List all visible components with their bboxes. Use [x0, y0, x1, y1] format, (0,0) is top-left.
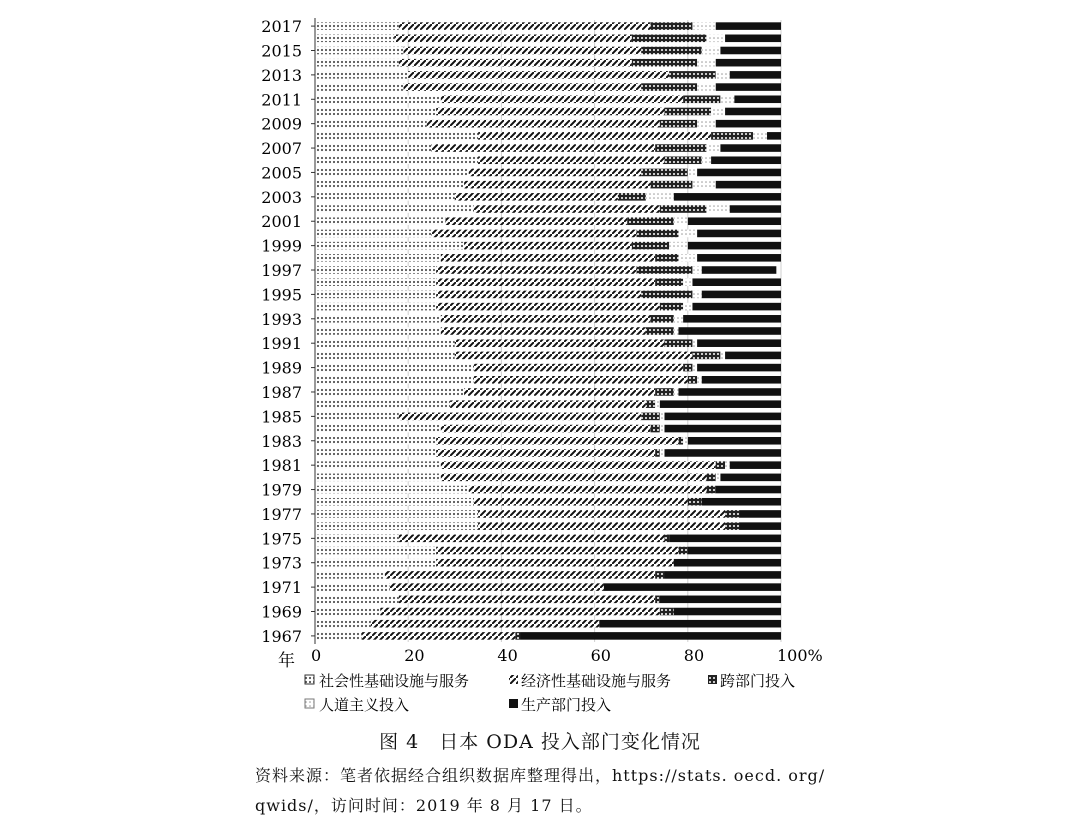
bar-segment-2008-solid — [767, 132, 781, 140]
bar-segment-1973-dots — [315, 559, 436, 567]
bar-segment-1987-solid — [678, 388, 781, 396]
y-tick-label: 1995 — [261, 285, 302, 305]
y-tick-label: 1973 — [261, 553, 302, 573]
bar-segment-1968-dots — [315, 620, 371, 628]
bars — [315, 22, 781, 639]
bar-segment-1997-diagonal — [436, 266, 636, 274]
bar-segment-1984-diagonal — [441, 425, 651, 433]
bar-segment-2008-crosshatch — [711, 132, 753, 140]
bar-segment-1967-dots — [315, 632, 362, 640]
y-tick-label: 1985 — [261, 407, 302, 427]
bar-segment-1993-dots — [315, 315, 441, 323]
bar-segment-1971-dots — [315, 583, 390, 591]
bar-segment-1991-solid — [697, 339, 781, 347]
bar-segment-1994-solid — [692, 303, 781, 311]
bar-segment-2000-light-dots — [678, 230, 697, 238]
y-tick-label: 2015 — [261, 41, 302, 61]
bar-segment-1984-crosshatch — [651, 425, 660, 433]
bar-segment-1983-solid — [688, 437, 781, 445]
legend-label-economic: 经济性基础设施与服务 — [521, 672, 672, 690]
bar-segment-2014-crosshatch — [632, 59, 697, 67]
legend-label-social: 社会性基础设施与服务 — [319, 672, 470, 690]
bar-segment-1977-dots — [315, 510, 478, 518]
x-tick-label: 80 — [683, 646, 705, 665]
bar-segment-2016-light-dots — [706, 35, 725, 43]
y-tick-label: 1999 — [261, 236, 302, 256]
bar-segment-1989-dots — [315, 364, 473, 372]
bar-segment-1971-solid — [604, 583, 781, 591]
bar-segment-1976-dots — [315, 522, 478, 530]
bar-segment-2010-light-dots — [711, 108, 725, 116]
y-tick-label: 1997 — [261, 261, 302, 281]
bar-segment-1992-dots — [315, 327, 441, 335]
legend-item-economic — [509, 672, 671, 690]
bar-segment-1977-solid — [739, 510, 781, 518]
bar-segment-1997-solid — [702, 266, 777, 274]
bar-segment-2012-dots — [315, 83, 404, 91]
x-tick-label: 0 — [311, 646, 322, 665]
bar-segment-1990-crosshatch — [692, 352, 720, 360]
bar-segment-2002-dots — [315, 205, 473, 213]
bar-segment-1997-crosshatch — [637, 266, 693, 274]
bar-segment-1994-crosshatch — [660, 303, 683, 311]
bar-segment-1975-solid — [669, 535, 781, 543]
bar-segment-1995-crosshatch — [641, 291, 692, 299]
bar-segment-1988-crosshatch — [688, 376, 697, 384]
y-tick-label: 1989 — [261, 358, 302, 378]
bar-segment-1999-light-dots — [669, 242, 688, 250]
bar-segment-1981-diagonal — [441, 461, 716, 469]
bar-segment-1978-solid — [702, 498, 781, 506]
bar-segment-2011-light-dots — [720, 95, 734, 103]
bar-segment-1970-diagonal — [399, 596, 655, 604]
bar-segment-2006-dots — [315, 156, 478, 164]
bar-segment-1987-diagonal — [464, 388, 655, 396]
legend-label-production: 生产部门投入 — [521, 696, 612, 714]
bar-segment-1985-dots — [315, 413, 399, 421]
bar-segment-1989-diagonal — [473, 364, 683, 372]
bar-segment-2009-light-dots — [697, 120, 716, 128]
bar-segment-1974-dots — [315, 547, 436, 555]
y-tick-label: 2003 — [261, 187, 302, 207]
bar-segment-2008-diagonal — [478, 132, 711, 140]
bar-segment-2016-diagonal — [394, 35, 632, 43]
bar-segment-1988-dots — [315, 376, 473, 384]
bar-segment-1996-light-dots — [683, 278, 692, 286]
bar-segment-2005-crosshatch — [641, 169, 688, 177]
legend-item-production — [509, 696, 611, 714]
y-tick-label: 2005 — [261, 163, 302, 183]
bar-segment-2006-light-dots — [702, 156, 711, 164]
legend — [305, 672, 795, 714]
bar-segment-1990-solid — [725, 352, 781, 360]
bar-segment-2005-light-dots — [688, 169, 697, 177]
bar-segment-1990-dots — [315, 352, 455, 360]
bar-segment-2009-solid — [716, 120, 781, 128]
bar-segment-2013-diagonal — [408, 71, 669, 79]
bar-segment-1988-light-dots — [697, 376, 702, 384]
bar-segment-1993-crosshatch — [651, 315, 674, 323]
bar-segment-2013-solid — [730, 71, 781, 79]
bar-segment-1986-solid — [660, 400, 781, 408]
bar-segment-1981-dots — [315, 461, 441, 469]
bar-segment-1984-dots — [315, 425, 441, 433]
bar-segment-1978-crosshatch — [688, 498, 702, 506]
bar-segment-1983-dots — [315, 437, 436, 445]
bar-segment-2006-diagonal — [478, 156, 664, 164]
bar-segment-2002-light-dots — [706, 205, 729, 213]
bar-segment-1974-crosshatch — [678, 547, 687, 555]
bar-segment-2014-light-dots — [697, 59, 716, 67]
bar-segment-1980-crosshatch — [706, 474, 715, 482]
y-tick-label: 1971 — [261, 578, 302, 598]
bar-segment-2006-crosshatch — [665, 156, 702, 164]
bar-segment-2002-diagonal — [473, 205, 659, 213]
bar-segment-2016-solid — [725, 35, 781, 43]
bar-segment-1992-solid — [678, 327, 781, 335]
bar-segment-2006-solid — [711, 156, 781, 164]
bar-segment-2009-diagonal — [427, 120, 660, 128]
bar-segment-1998-light-dots — [678, 254, 697, 262]
y-tick-label: 2013 — [261, 65, 302, 85]
x-tick-label: 100% — [777, 646, 823, 665]
y-tick-label: 2017 — [261, 17, 302, 37]
bar-segment-2004-solid — [716, 181, 781, 189]
bar-segment-2013-crosshatch — [669, 71, 716, 79]
bar-segment-1969-solid — [674, 608, 781, 616]
bar-segment-2008-dots — [315, 132, 478, 140]
bar-segment-1991-diagonal — [455, 339, 665, 347]
bar-segment-1980-diagonal — [441, 474, 707, 482]
y-tick-label: 1967 — [261, 626, 302, 646]
bar-segment-2003-dots — [315, 193, 455, 201]
bar-segment-1972-dots — [315, 571, 385, 579]
source-note-line1: 资料来源：笔者依据经合组织数据库整理得出，https://stats. oecd. org/ — [255, 766, 826, 785]
bar-segment-2014-solid — [716, 59, 781, 67]
bar-segment-1995-dots — [315, 291, 436, 299]
bar-segment-1993-solid — [683, 315, 781, 323]
bar-segment-1974-solid — [688, 547, 781, 555]
bar-segment-1975-dots — [315, 535, 399, 543]
figure-caption: 图 4 日本 ODA 投入部门变化情况 — [379, 731, 701, 753]
bar-segment-1989-crosshatch — [683, 364, 692, 372]
bar-segment-2014-dots — [315, 59, 399, 67]
bar-segment-1969-diagonal — [380, 608, 660, 616]
bar-segment-2003-solid — [674, 193, 781, 201]
bar-segment-2009-dots — [315, 120, 427, 128]
bar-segment-2003-crosshatch — [618, 193, 646, 201]
bar-segment-1980-solid — [720, 474, 781, 482]
bar-segment-2015-diagonal — [404, 47, 642, 55]
y-tick-label: 1975 — [261, 529, 302, 549]
bar-segment-2007-dots — [315, 144, 432, 152]
bar-segment-1991-light-dots — [692, 339, 697, 347]
y-tick-label: 1993 — [261, 309, 302, 329]
y-tick-label: 2007 — [261, 139, 302, 159]
bar-segment-1976-diagonal — [478, 522, 725, 530]
bar-segment-1986-dots — [315, 400, 450, 408]
bar-segment-1970-crosshatch — [655, 596, 660, 604]
bar-segment-2014-diagonal — [399, 59, 632, 67]
bar-segment-2010-diagonal — [436, 108, 664, 116]
bar-segment-1987-crosshatch — [655, 388, 674, 396]
legend-label-humanitarian: 人道主义投入 — [319, 696, 410, 714]
bar-segment-2011-crosshatch — [683, 95, 720, 103]
bar-segment-1977-crosshatch — [725, 510, 739, 518]
bar-segment-1972-solid — [665, 571, 782, 579]
bar-segment-2011-diagonal — [441, 95, 683, 103]
bar-segment-1968-diagonal — [371, 620, 599, 628]
bar-segment-1983-crosshatch — [678, 437, 683, 445]
bar-segment-1986-diagonal — [450, 400, 646, 408]
bar-segment-1982-light-dots — [660, 449, 665, 457]
bar-segment-2009-crosshatch — [660, 120, 697, 128]
bar-segment-2017-light-dots — [692, 22, 715, 30]
bar-segment-2004-dots — [315, 181, 464, 189]
bar-segment-1975-diagonal — [399, 535, 665, 543]
bar-segment-2001-diagonal — [445, 217, 627, 225]
bar-segment-2004-diagonal — [464, 181, 650, 189]
bar-segment-1984-solid — [665, 425, 782, 433]
source-note-line2: qwids/，访问时间：2019 年 8 月 17 日。 — [255, 796, 593, 815]
bar-segment-2015-dots — [315, 47, 404, 55]
bar-segment-2001-dots — [315, 217, 445, 225]
y-axis-title: 年 — [278, 651, 295, 671]
bar-segment-1969-crosshatch — [660, 608, 674, 616]
bar-segment-1991-crosshatch — [665, 339, 693, 347]
bar-segment-1974-diagonal — [436, 547, 678, 555]
bar-segment-2000-crosshatch — [637, 230, 679, 238]
bar-segment-2012-diagonal — [404, 83, 642, 91]
bar-segment-1967-solid — [520, 632, 781, 640]
bar-segment-1970-solid — [660, 596, 781, 604]
bar-segment-1967-crosshatch — [515, 632, 520, 640]
bar-segment-1998-dots — [315, 254, 441, 262]
bar-segment-1985-light-dots — [660, 413, 665, 421]
bar-segment-1998-diagonal — [441, 254, 655, 262]
bar-segment-2013-dots — [315, 71, 408, 79]
y-tick-label: 1981 — [261, 456, 302, 476]
bar-segment-1987-light-dots — [674, 388, 679, 396]
y-tick-label: 1987 — [261, 382, 302, 402]
bar-segment-1973-solid — [674, 559, 781, 567]
bar-segment-1986-light-dots — [655, 400, 660, 408]
bar-segment-2012-light-dots — [697, 83, 716, 91]
bar-segment-2011-solid — [734, 95, 781, 103]
legend-item-cross — [708, 672, 795, 690]
bar-segment-1998-solid — [697, 254, 781, 262]
bar-segment-1998-crosshatch — [655, 254, 678, 262]
y-tick-label: 1979 — [261, 480, 302, 500]
bar-segment-1967-diagonal — [362, 632, 516, 640]
bar-segment-1993-diagonal — [441, 315, 651, 323]
bar-segment-2011-dots — [315, 95, 441, 103]
bar-segment-1977-diagonal — [478, 510, 725, 518]
bar-segment-1982-diagonal — [436, 449, 655, 457]
bar-segment-2007-solid — [720, 144, 781, 152]
bar-segment-1973-diagonal — [436, 559, 674, 567]
bar-segment-2004-crosshatch — [651, 181, 693, 189]
bar-segment-2001-crosshatch — [627, 217, 674, 225]
bar-segment-1999-diagonal — [464, 242, 632, 250]
bar-segment-2003-light-dots — [646, 193, 674, 201]
bar-segment-1999-dots — [315, 242, 464, 250]
bar-segment-2001-light-dots — [674, 217, 688, 225]
bar-segment-1968-solid — [599, 620, 781, 628]
bar-segment-2017-dots — [315, 22, 399, 30]
x-tick-label: 40 — [497, 646, 518, 665]
bar-segment-1992-crosshatch — [646, 327, 674, 335]
bar-segment-2000-dots — [315, 230, 432, 238]
bar-segment-1969-dots — [315, 608, 380, 616]
bar-segment-2000-diagonal — [432, 230, 637, 238]
y-tick-label: 1969 — [261, 602, 302, 622]
bar-segment-1981-light-dots — [725, 461, 730, 469]
bar-segment-1975-crosshatch — [665, 535, 670, 543]
bar-segment-1996-diagonal — [436, 278, 655, 286]
bar-segment-2007-crosshatch — [655, 144, 706, 152]
bar-segment-1985-solid — [665, 413, 782, 421]
bar-segment-2000-solid — [697, 230, 781, 238]
bar-segment-1988-diagonal — [473, 376, 687, 384]
bar-segment-2005-dots — [315, 169, 469, 177]
bar-segment-1972-crosshatch — [655, 571, 664, 579]
bar-segment-1987-dots — [315, 388, 464, 396]
bar-segment-1982-crosshatch — [655, 449, 660, 457]
bar-segment-2001-solid — [688, 217, 781, 225]
bar-segment-1996-solid — [692, 278, 781, 286]
bar-segment-1989-solid — [697, 364, 781, 372]
x-tick-label: 60 — [590, 646, 611, 665]
bar-segment-2002-crosshatch — [660, 205, 707, 213]
y-tick-label: 1991 — [261, 334, 302, 354]
bar-segment-1988-solid — [702, 376, 781, 384]
bar-segment-1992-diagonal — [441, 327, 646, 335]
bar-segment-2007-diagonal — [432, 144, 656, 152]
legend-label-cross: 跨部门投入 — [720, 672, 796, 690]
legend-item-humanitarian — [305, 696, 409, 714]
bar-segment-1983-light-dots — [683, 437, 688, 445]
bar-segment-1989-light-dots — [692, 364, 697, 372]
x-tick-label: 20 — [404, 646, 425, 665]
bar-segment-1986-crosshatch — [646, 400, 655, 408]
bar-segment-1976-crosshatch — [725, 522, 739, 530]
bar-segment-1981-solid — [730, 461, 781, 469]
bar-segment-1985-crosshatch — [641, 413, 660, 421]
bar-segment-2003-diagonal — [455, 193, 618, 201]
bar-segment-2012-crosshatch — [641, 83, 697, 91]
bar-segment-1981-crosshatch — [716, 461, 725, 469]
bar-segment-2017-solid — [716, 22, 781, 30]
bar-segment-2010-crosshatch — [665, 108, 712, 116]
bar-segment-1980-dots — [315, 474, 441, 482]
bar-segment-2010-solid — [725, 108, 781, 116]
bar-segment-1982-dots — [315, 449, 436, 457]
bar-segment-1979-diagonal — [469, 486, 707, 494]
bar-segment-1994-light-dots — [683, 303, 692, 311]
bar-segment-1979-dots — [315, 486, 469, 494]
bar-segment-1984-light-dots — [660, 425, 665, 433]
bar-segment-2015-solid — [720, 47, 781, 55]
bar-segment-2016-dots — [315, 35, 394, 43]
bar-segment-1990-diagonal — [455, 352, 693, 360]
bar-segment-2015-crosshatch — [641, 47, 702, 55]
bar-segment-2007-light-dots — [706, 144, 720, 152]
y-tick-label: 1977 — [261, 504, 302, 524]
bar-segment-1995-diagonal — [436, 291, 641, 299]
legend-item-social — [305, 672, 469, 690]
bar-segment-1971-diagonal — [390, 583, 604, 591]
bar-segment-1997-dots — [315, 266, 436, 274]
bar-segment-1970-dots — [315, 596, 399, 604]
bar-segment-1985-diagonal — [399, 413, 641, 421]
bar-segment-1999-solid — [688, 242, 781, 250]
bar-segment-2017-crosshatch — [651, 22, 693, 30]
bar-segment-2005-diagonal — [469, 169, 641, 177]
bar-segment-2015-light-dots — [702, 47, 721, 55]
bar-segment-1999-crosshatch — [632, 242, 669, 250]
bar-segment-2008-light-dots — [753, 132, 767, 140]
bar-segment-1993-light-dots — [674, 315, 683, 323]
bar-segment-1996-dots — [315, 278, 436, 286]
bar-segment-1978-dots — [315, 498, 473, 506]
bar-segment-1979-crosshatch — [706, 486, 715, 494]
bar-segment-2010-dots — [315, 108, 436, 116]
bar-segment-1976-solid — [739, 522, 781, 530]
bar-segment-1994-dots — [315, 303, 436, 311]
bar-segment-1990-light-dots — [720, 352, 725, 360]
bar-segment-1982-solid — [665, 449, 782, 457]
y-tick-label: 1983 — [261, 431, 302, 451]
bar-segment-2013-light-dots — [716, 71, 730, 79]
bar-segment-1978-diagonal — [473, 498, 687, 506]
bar-segment-2017-diagonal — [399, 22, 651, 30]
bar-segment-1972-diagonal — [385, 571, 655, 579]
bar-segment-2016-crosshatch — [632, 35, 707, 43]
bar-segment-1997-light-dots — [692, 266, 701, 274]
bar-segment-2002-solid — [730, 205, 781, 213]
bar-segment-2012-solid — [716, 83, 781, 91]
bar-segment-1992-light-dots — [674, 327, 679, 335]
bar-segment-1980-light-dots — [716, 474, 721, 482]
y-tick-label: 2001 — [261, 212, 302, 232]
bar-segment-1979-solid — [716, 486, 781, 494]
y-tick-label: 2011 — [261, 90, 302, 110]
bar-segment-1983-diagonal — [436, 437, 678, 445]
bar-segment-1991-dots — [315, 339, 455, 347]
y-tick-label: 2009 — [261, 114, 302, 134]
bar-segment-2004-light-dots — [692, 181, 715, 189]
bar-segment-2005-solid — [697, 169, 781, 177]
bar-segment-1995-light-dots — [692, 291, 701, 299]
bar-segment-1996-crosshatch — [655, 278, 683, 286]
bar-segment-1995-solid — [702, 291, 781, 299]
bar-segment-1994-diagonal — [436, 303, 660, 311]
